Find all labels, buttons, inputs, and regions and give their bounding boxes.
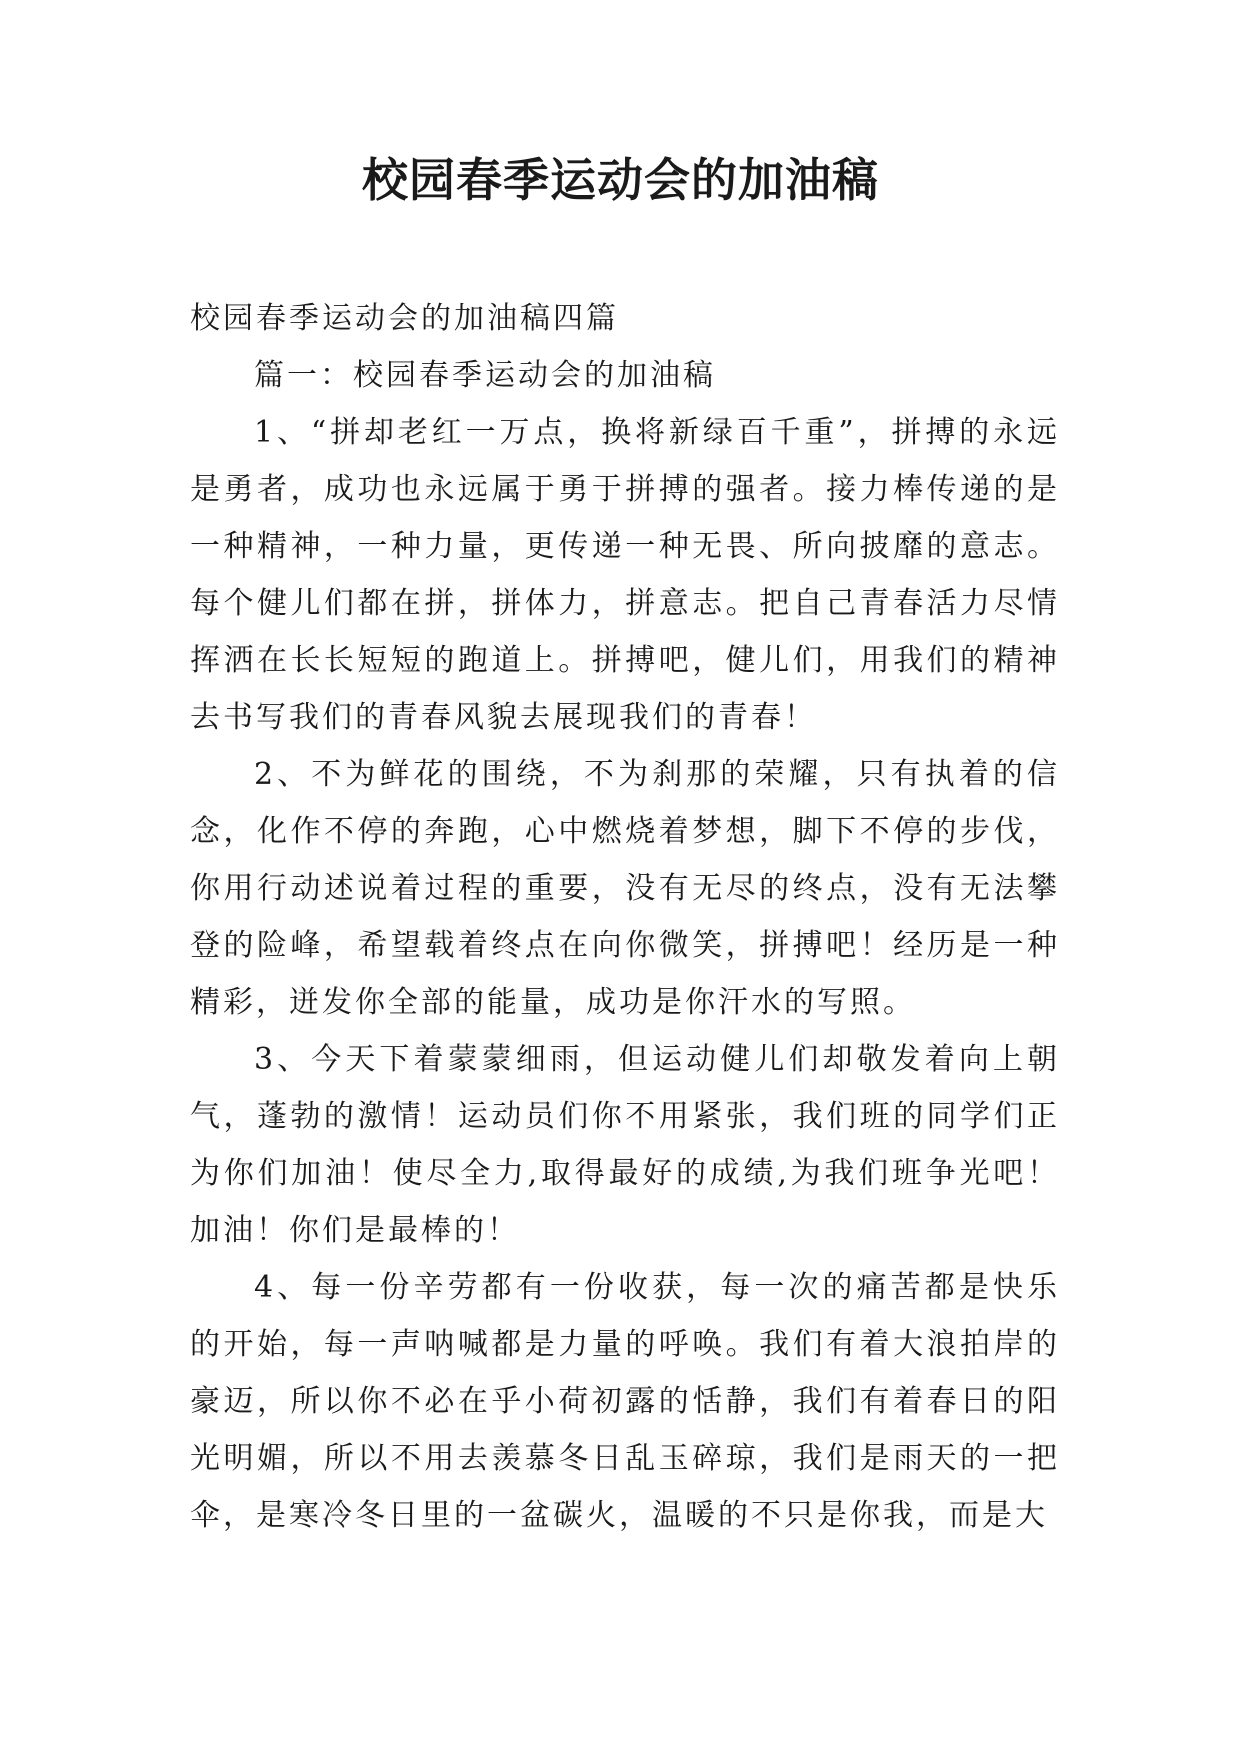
paragraph-1: 1、“拼却老红一万点，换将新绿百千重”，拼搏的永远是勇者，成功也永远属于勇于拼搏的强者。接力棒传递的是一种精神，一种力量，更传递一种无畏、所向披靡的意志。每个健儿们都在拼，拼体力，拼意志。把自己青春活力尽情挥洒在长长短短的跑道上。拼搏吧，健儿们，用我们的精神去书写我们的青春风貌去展现我们的青春！ bbox=[190, 415, 1060, 735]
document-body bbox=[190, 290, 1060, 1544]
section-heading: 篇一：校园春季运动会的加油稿 bbox=[254, 358, 716, 393]
intro-line: 校园春季运动会的加油稿四篇 bbox=[190, 301, 619, 336]
document-title: 校园春季运动会的加油稿 bbox=[362, 153, 879, 207]
paragraph-3: 3、今天下着蒙蒙细雨，但运动健儿们却敬发着向上朝气，蓬勃的激情！运动员们你不用紧张，我们班的同学们正为你们加油！使尽全力,取得最好的成绩,为我们班争光吧！加油！你们是最棒的！ bbox=[190, 1042, 1060, 1248]
paragraph-4: 4、每一份辛劳都有一份收获，每一次的痛苦都是快乐的开始，每一声呐喊都是力量的呼唤。我们有着大浪拍岸的豪迈，所以你不必在乎小荷初露的恬静，我们有着春日的阳光明媚，所以不用去羡慕冬日乱玉碎琼，我们是雨天的一把伞，是寒冷冬日里的一盆碳火，温暖的不只是你我，而是大 bbox=[190, 1270, 1060, 1533]
paragraph-2: 2、不为鲜花的围绕，不为刹那的荣耀，只有执着的信念，化作不停的奔跑，心中燃烧着梦想，脚下不停的步伐，你用行动述说着过程的重要，没有无尽的终点，没有无法攀登的险峰，希望载着终点在向你微笑，拼搏吧！经历是一种精彩，迸发你全部的能量，成功是你汗水的写照。 bbox=[190, 757, 1060, 1020]
